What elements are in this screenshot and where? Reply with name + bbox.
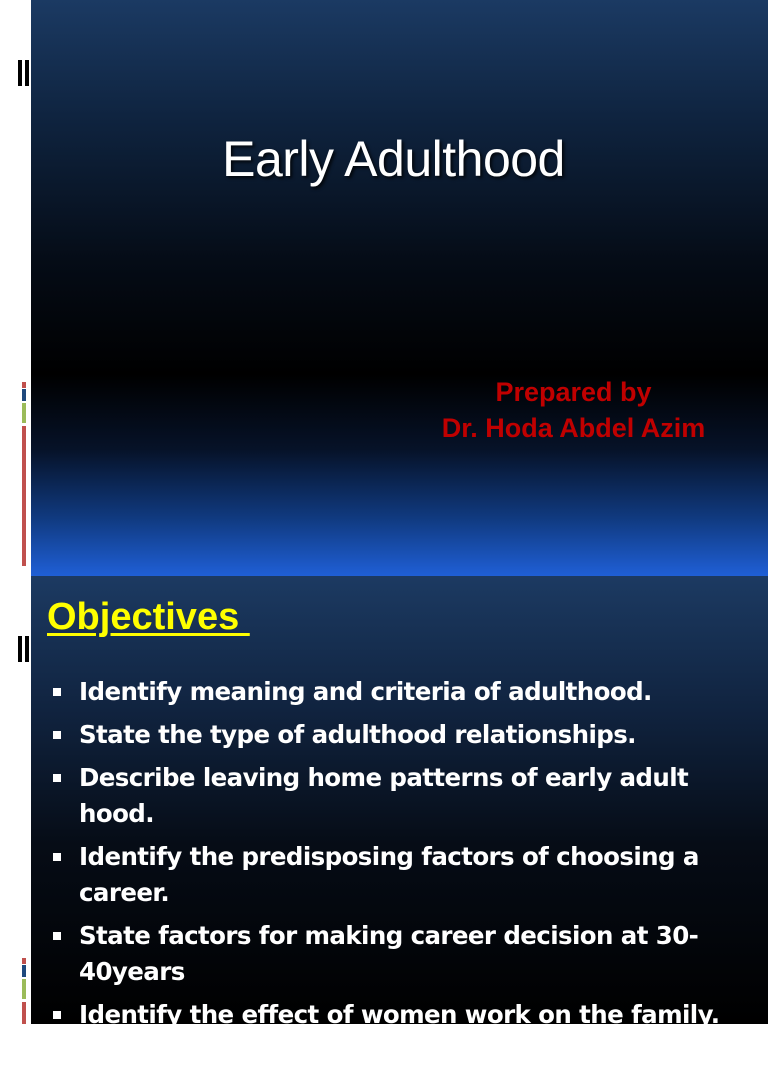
bullet-icon: [53, 932, 61, 940]
side-mark-black: [25, 60, 29, 86]
bullet-icon: [53, 731, 61, 739]
left-margin: [0, 0, 31, 1024]
bullet-icon: [53, 1054, 61, 1062]
accent-bar-red: [22, 958, 26, 964]
accent-bar-blue: [22, 389, 26, 401]
objectives-list: [51, 674, 761, 1083]
author-name: Dr. Hoda Abdel Azim: [441, 413, 706, 443]
bullet-icon: [53, 774, 61, 782]
objectives-slide: [31, 576, 768, 1072]
accent-bar-red: [22, 1002, 26, 1024]
list-item: Identify the effect of women work on the family.: [51, 997, 761, 1033]
bullet-icon: [53, 1011, 61, 1019]
author-credit: [401, 374, 746, 446]
title-slide: [31, 0, 768, 576]
side-mark-black: [25, 636, 29, 662]
list-item: Describe leaving home patterns of early adult hood.: [51, 760, 761, 832]
accent-bar-green: [22, 403, 26, 423]
bullet-icon: [53, 688, 61, 696]
slide-title: Early Adulthood: [222, 131, 565, 187]
accent-bar-blue: [22, 965, 26, 977]
prepared-by-label: Prepared by: [495, 377, 652, 407]
objectives-heading: Objectives: [47, 596, 250, 638]
list-item: Identify the predisposing factors of choosing a career.: [51, 839, 761, 911]
accent-bar-green: [22, 979, 26, 999]
side-mark-black: [18, 60, 22, 86]
list-item: State factors for making career decision at 30-40years: [51, 918, 761, 990]
accent-bar-red: [22, 426, 26, 566]
accent-bar-red: [22, 382, 26, 388]
list-item: State the type of adulthood relationships.: [51, 717, 761, 753]
list-item: Summarize developmental tasks of early: [51, 1040, 761, 1076]
list-item: Identify meaning and criteria of adulthood.: [51, 674, 761, 710]
side-mark-black: [18, 636, 22, 662]
bullet-icon: [53, 853, 61, 861]
